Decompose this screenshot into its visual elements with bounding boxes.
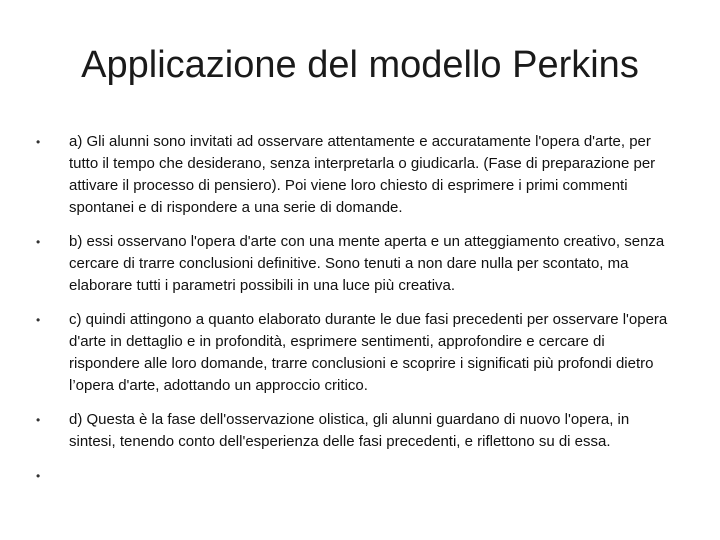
bullet-text-a: a) Gli alunni sono invitati ad osservare attentamente e accuratamente l'opera d'arte, per tutto il tempo che desiderano, senza interpretarla o giudicarla. (Fase di preparazione per attivare il processo di pensiero). Poi viene loro chiesto di esprimere i primi commenti spontanei e di rispondere a una serie di domande.	[69, 133, 656, 216]
bullet-marker: •	[36, 235, 41, 249]
bullet-marker: •	[36, 469, 41, 483]
bullet-text-c: c) quindi attingono a quanto elaborato durante le due fasi precedenti per osservare l'opera d'arte in dettaglio e in profondità, esprimere sentimenti, approfondire e cercare di rispondere alle loro domande, trarre conclusioni e scoprire i significati più profondi dietro l’opera d'arte, adottando un approccio critico.	[69, 311, 668, 394]
bullet-text-d: d) Questa è la fase dell'osservazione olistica, gli alunni guardano di nuovo l'opera, in sintesi, tenendo conto dell'esperienza delle fasi precedenti, e riflettono su di essa.	[69, 411, 630, 450]
bullet-item-empty	[36, 465, 676, 487]
bullet-marker: •	[36, 313, 41, 327]
bullet-item-a	[36, 131, 676, 219]
bullet-item-d	[36, 409, 676, 453]
bullet-item-c	[36, 309, 676, 397]
bullet-marker: •	[36, 413, 41, 427]
slide-title: Applicazione del modello Perkins	[81, 44, 639, 86]
bullet-item-b	[36, 231, 676, 297]
bullet-list	[36, 131, 676, 487]
bullet-marker: •	[36, 135, 41, 149]
bullet-text-b: b) essi osservano l'opera d'arte con una mente aperta e un atteggiamento creativo, senza cercare di trarre conclusioni definitive. Sono tenuti a non dare nulla per scontato, ma elaborare tutti i parametri possibili in una luce più creativa.	[69, 233, 665, 294]
